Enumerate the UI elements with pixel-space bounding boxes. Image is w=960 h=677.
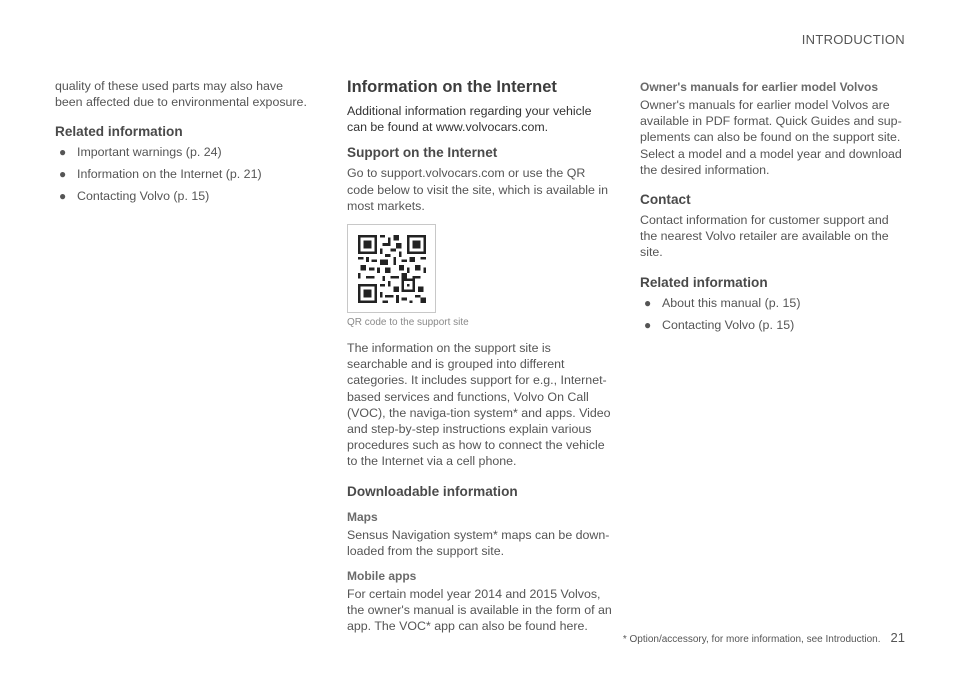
related-information-heading: Related information (640, 274, 768, 290)
link-text[interactable]: Contacting Volvo (p. 15) (77, 189, 210, 204)
column-left (55, 78, 311, 210)
section-heading: Information on the Internet (347, 78, 557, 96)
maps-heading: Maps (347, 509, 378, 524)
mobile-apps-heading: Mobile apps (347, 569, 417, 584)
lead-text: Additional information regarding your vehicle can be found at www.volvocars.com. (347, 104, 592, 135)
support-text: Go to support.volvocars.com or use the QR code below to visit the site, which is available in most markets. (347, 166, 609, 213)
related-link[interactable] (55, 144, 311, 160)
bullet-icon: ● (644, 295, 652, 310)
downloadable-heading: Downloadable information (347, 483, 518, 499)
link-text[interactable]: Contacting Volvo (p. 15) (662, 317, 795, 332)
bullet-icon: ● (644, 317, 652, 332)
qr-caption: QR code to the support site (347, 317, 469, 329)
column-right (640, 78, 908, 339)
page-footer (623, 630, 905, 645)
related-link[interactable] (55, 166, 311, 182)
qr-code-frame (347, 224, 436, 313)
footnote: * Option/accessory, for more information, see Introduction. (622, 634, 881, 645)
intro-text: quality of these used parts may also have been affected due to environmental exposure. (55, 79, 307, 110)
column-middle (347, 78, 613, 643)
related-link[interactable] (640, 317, 908, 333)
earlier-manuals-heading: Owner's manuals for earlier model Volvos (640, 80, 879, 94)
support-heading: Support on the Internet (347, 145, 498, 161)
bullet-icon: ● (59, 167, 67, 182)
bullet-icon: ● (59, 145, 67, 160)
support-site-info-text: The information on the support site is searchable and is grouped into different categories. It includes support for e.g., Internet-based services and functions, Volvo On Call (VOC), the naviga-tion system* and apps. Video and step-by-step instructions explain various procedures such as how to connect the vehicle to the Internet via a cell phone. (347, 341, 611, 469)
page-number: 21 (890, 630, 905, 645)
contact-heading: Contact (640, 192, 691, 208)
link-text[interactable]: About this manual (p. 15) (662, 295, 801, 310)
contact-text: Contact information for customer support and the nearest Volvo retailer are available on the site. (640, 213, 889, 260)
earlier-manuals-text: Owner's manuals for earlier model Volvos are available in PDF format. Quick Guides and sup-plements can also be found on the support site. Select a model and a model year and download the desired information. (640, 98, 902, 177)
mobile-apps-text: For certain model year 2014 and 2015 Volvos, the owner's manual is available in the form of an app. The VOC* app can also be found here. (347, 587, 612, 634)
related-links-list (55, 144, 311, 204)
related-links-list (640, 295, 908, 333)
maps-text: Sensus Navigation system* maps can be down-loaded from the support site. (347, 527, 610, 558)
related-link[interactable] (55, 188, 311, 204)
link-text[interactable]: Important warnings (p. 24) (77, 145, 222, 160)
related-information-heading: Related information (55, 124, 183, 140)
link-text[interactable]: Information on the Internet (p. 21) (77, 167, 262, 182)
bullet-icon: ● (59, 189, 67, 204)
page-header-title: INTRODUCTION (801, 32, 905, 47)
related-link[interactable] (640, 295, 908, 311)
qr-code-icon (358, 235, 426, 303)
